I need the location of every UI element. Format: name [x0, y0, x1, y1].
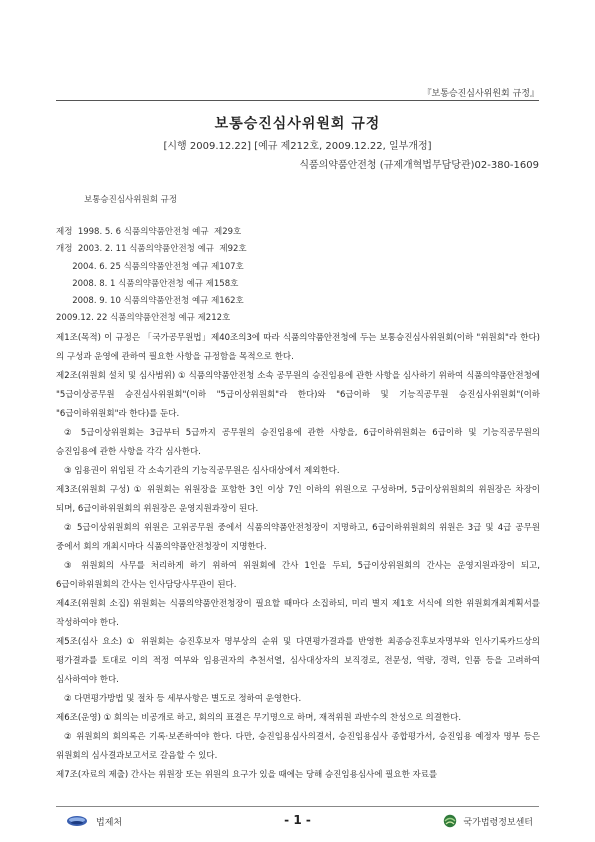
- history-row: 2008. 9. 10 식품의약품안전청 예규 제162호: [56, 296, 244, 307]
- article-paragraph: 제2조(위원회 설치 및 심사범위) ① 식품의약품안전청 소속 공무원의 승진임용에 관한 사항을 심사하기 위하여 식품의약품안전청에 "5급이상공무원 승진심사위원회"(이하 "5급이상위원회"라 한다)와 "6급이하 및 기능직공무원 승진심사위원회"(이하 "6급이하위원회"라 한다)를 둔다.: [56, 371, 540, 419]
- history-row: 2009.12. 22 식품의약품안전청 예규 제212호: [56, 313, 231, 324]
- page-footer: [56, 814, 539, 832]
- footer-right-label: 국가법령정보센터: [463, 817, 533, 828]
- document-name: 보통승진심사위원회 규정: [84, 195, 178, 205]
- page-number: - 1 -: [284, 813, 311, 827]
- agency-contact: 식품의약품안전청 (규제개혁법무담당관)02-380-1609: [299, 160, 539, 171]
- history-row: 제정 1998. 5. 6 식품의약품안전청 예규 제29호: [56, 227, 242, 237]
- footer-right: [443, 814, 533, 828]
- article-paragraph: 제3조(위원회 구성) ① 위원회는 위원장을 포함한 3인 이상 7인 이하의 위원으로 구성하며, 5급이상위원회의 위원장은 차장이 되며, 6급이하위원회의 위원장은 운영지원과장이 된다.: [56, 485, 540, 514]
- article-paragraph: ② 다면평가방법 및 절차 등 세부사항은 별도로 정하여 운영한다.: [64, 694, 302, 704]
- header-divider: [56, 100, 539, 101]
- enforcement-info: [시행 2009.12.22] [예규 제212호, 2009.12.22, 일부개정]: [163, 141, 432, 152]
- article-paragraph: 제6조(운영) ① 회의는 비공개로 하고, 회의의 표결은 무기명으로 하며, 재적위원 과반수의 찬성으로 의결한다.: [56, 713, 462, 723]
- footer-left-label: 법제처: [96, 817, 123, 828]
- articles-body: [56, 329, 540, 785]
- article-paragraph: 제4조(위원회 소집) 위원회는 식품의약품안전청장이 필요할 때마다 소집하되, 미리 별지 제1호 서식에 의한 위원회개최계획서를 작성하여야 한다.: [56, 599, 540, 628]
- page-title: 보통승진심사위원회 규정: [214, 116, 381, 132]
- history-row: 2008. 8. 1 식품의약품안전청 예규 제158호: [56, 278, 239, 289]
- history-row: 개정 2003. 2. 11 식품의약품안전청 예규 제92호: [56, 244, 247, 255]
- history-row: 2004. 6. 25 식품의약품안전청 예규 제107호: [56, 261, 244, 272]
- article-paragraph: 제1조(목적) 이 규정은 「국가공무원법」제40조의3에 따라 식품의약품안전청에 두는 보통승진심사위원회(이하 "위원회"라 한다)의 구성과 운영에 관하여 필요한 사항을 규정함을 목적으로 한다.: [56, 333, 540, 362]
- article-paragraph: ② 5급이상위원회의 위원은 고위공무원 중에서 식품의약품안전청장이 지명하고, 6급이하위원회의 위원은 3급 및 4급 공무원 중에서 회의 개최시마다 식품의약품안전청장이 지명한다.: [56, 523, 540, 552]
- article-paragraph: 제7조(자료의 제출) 간사는 위원장 또는 위원의 요구가 있을 때에는 당해 승진임용심사에 필요한 자료를: [56, 770, 438, 780]
- globe-logo-icon: [443, 814, 457, 828]
- header-tag: 『보통승진심사위원회 규정』: [422, 89, 539, 99]
- article-paragraph: ② 위원회의 회의록은 기록·보존하여야 한다. 다만, 승진임용심사의결서, 승진임용심사 종합평가서, 승진임용 예정자 명부 등은 위원회의 심사결과보고서로 갈음할 수 있다.: [56, 732, 540, 761]
- article-paragraph: ③ 임용권이 위임된 각 소속기관의 기능직공무원은 심사대상에서 제외한다.: [64, 466, 340, 476]
- revision-history: [56, 224, 536, 328]
- article-paragraph: ② 5급이상위원회는 3급부터 5급까지 공무원의 승진임용에 관한 사항을, 6급이하위원회는 6급이하 및 기능직공무원의 승진임용에 관한 사항을 각각 심사한다.: [56, 428, 540, 457]
- footer-divider: [56, 806, 539, 807]
- article-paragraph: ③ 위원회의 사무를 처리하게 하기 위하여 위원회에 간사 1인을 두되, 5급이상위원회의 간사는 운영지원과장이 되고, 6급이하위원회의 간사는 인사담당사무관이 된다.: [56, 561, 540, 590]
- article-paragraph: 제5조(심사 요소) ① 위원회는 승진후보자 명부상의 순위 및 다면평가결과를 반영한 최종승진후보자명부와 인사기록카드상의 평가결과를 토대로 이의 적정 여부와 임용권자의 추천서열, 심사대상자의 보직경로, 전문성, 역량, 경력, 인품 등을 고려하여 심사하여야 한다.: [56, 637, 540, 685]
